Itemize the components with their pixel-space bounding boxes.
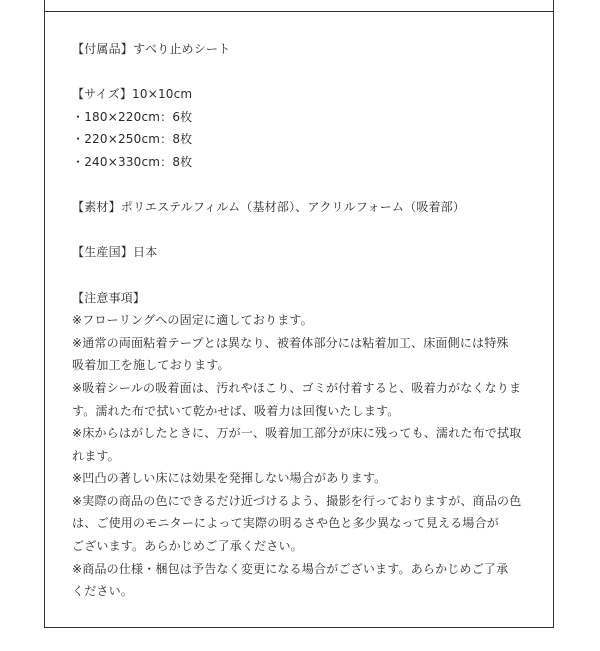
note-line: ※通常の両面粘着テープとは異なり、被着体部分には粘着加工、床面側には特殊 [72,335,509,350]
note-item [72,309,542,332]
note-item [72,490,542,558]
size-item: ・240×330cm：8枚 [72,154,193,169]
note-line: ※床からはがしたときに、万が一、吸着加工部分が床に残っても、濡れた布で拭取 [72,426,522,441]
notes-heading: 【注意事項】 [72,290,146,305]
note-line: ください。 [72,584,134,599]
note-line: ※商品の仕様・梱包は予告なく変更になる場合がございます。あらかじめご了承 [72,561,509,576]
size-item: ・220×250cm：8枚 [72,132,193,147]
size-heading: 【サイズ】10×10cm [72,87,193,102]
note-line: ※フローリングへの固定に適しております。 [72,313,313,328]
note-item [72,558,542,603]
top-divider [44,11,554,12]
note-line: ※実際の商品の色にできるだけ近づけるよう、撮影を行っておりますが、商品の色 [72,493,522,508]
note-line: ※吸着シールの吸着面は、汚れやほこり、ゴミが付着すると、吸着力がなくなりま [72,380,522,395]
note-line: 吸着加工を施しております。 [72,358,230,373]
origin-text: 【生産国】日本 [72,245,158,260]
note-item [72,377,542,422]
note-line: す。濡れた布で拭いて乾かせば、吸着力は回復いたします。 [72,403,400,418]
material-text: 【素材】ポリエステルフィルム（基材部）、アクリルフォーム（吸着部） [72,200,466,215]
spec-content [72,38,542,603]
note-item [72,332,542,377]
size-item: ・180×220cm：6枚 [72,109,193,124]
size-section [72,83,542,173]
accessories-text: 【付属品】すべり止めシート [72,42,231,56]
note-item [72,467,542,490]
note-line: は、ご使用のモニターによって実際の明るさや色と多少異なって見える場合が [72,516,500,531]
notes-section [72,287,542,603]
note-line: ※凹凸の著しい床には効果を発揮しない場合があります。 [72,471,387,486]
note-item [72,422,542,467]
note-line: れます。 [72,448,120,463]
note-line: ございます。あらかじめご了承ください。 [72,539,303,554]
